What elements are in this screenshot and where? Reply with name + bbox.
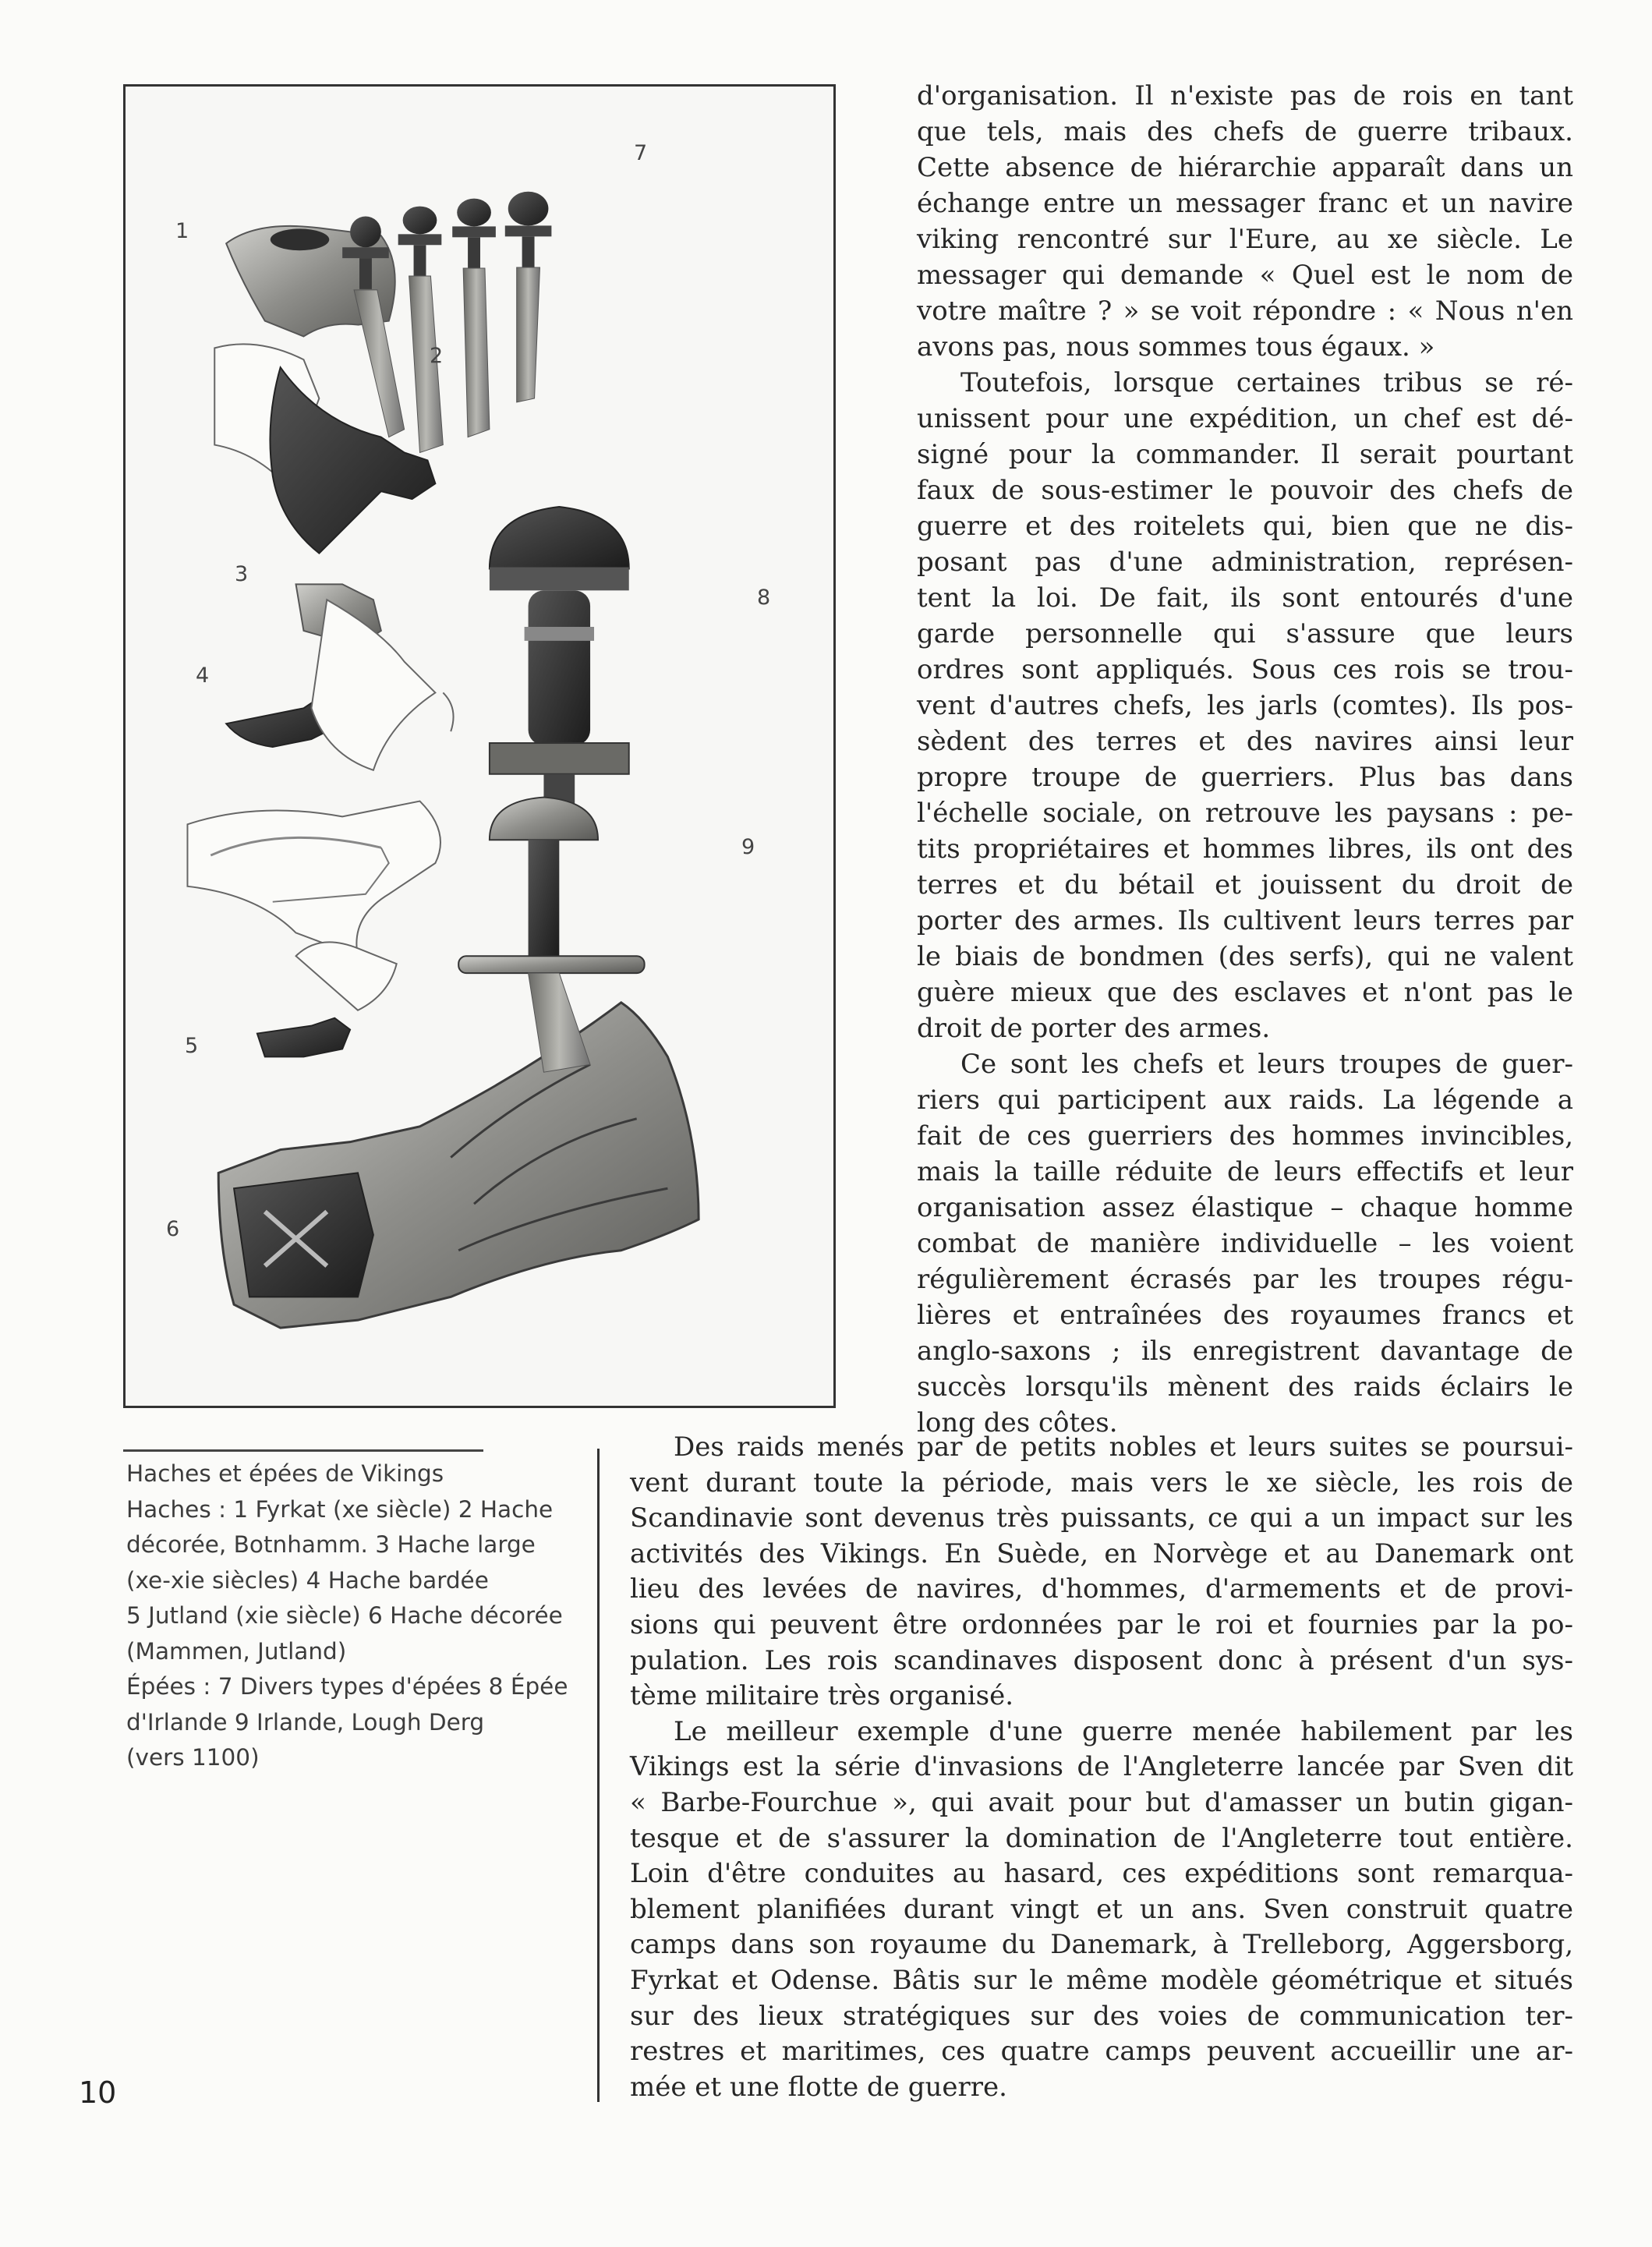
text-line: vent d'autres chefs, les jarls (comtes). Ils pos- [917,690,1573,721]
page-number: 10 [79,2075,117,2110]
text-line: Toutefois, lorsque certaines tribus se ré- [960,367,1573,398]
text-line: unissent pour une expédition, un chef est dé- [917,403,1573,434]
text-line: messager qui demande « Quel est le nom de [917,260,1573,291]
figure-label-7: 7 [634,141,648,165]
text-line: organisation assez élastique – chaque homme [917,1192,1573,1223]
text-line: vent durant toute la période, mais vers le xe siècle, les rois de [630,1467,1573,1499]
caption-line: (vers 1100) [126,1744,260,1771]
text-line: Fyrkat et Odense. Bâtis sur le même modèle géométrique et situés [630,1964,1573,1996]
caption-line: (Mammen, Jutland) [126,1637,347,1665]
caption-line: décorée, Botnhamm. 3 Hache large [126,1531,536,1558]
text-line: mée et une flotte de guerre. [630,2071,1007,2103]
figure-label-4: 4 [196,663,210,688]
text-line: faux de sous-estimer le pouvoir des chefs de [917,475,1573,506]
text-line: d'organisation. Il n'existe pas de rois en tant [917,80,1573,111]
axe-3 [270,367,435,646]
caption-rule [123,1449,483,1452]
text-line: Vikings est la série d'invasions de l'Angleterre lancée par Sven dit [630,1751,1573,1783]
text-line: « Barbe-Fourchue », qui avait pour but d'amasser un butin gigan- [630,1786,1573,1818]
text-line: tème militaire très organisé. [630,1680,1014,1712]
text-line: blement planifiées durant vingt et un ans. Sven construit quatre [630,1893,1573,1925]
column-divider [597,1449,600,2102]
text-line: sions qui peuvent être ordonnées par le roi et fournies par la po- [630,1608,1573,1640]
text-line: le biais de bondmen (des serfs), qui ne valent [917,941,1573,972]
caption-line: Haches et épées de Vikings [126,1460,444,1487]
text-line: sur des lieux stratégiques sur des voies de communication ter- [630,2000,1573,2032]
swords-7 [342,192,551,453]
text-line: lières et entraînées des royaumes francs et [917,1300,1573,1331]
text-line: tesque et de s'assurer la domination de l'Angleterre tout entière. [630,1822,1573,1854]
text-line: votre maître ? » se voit répondre : « Nous n'en [917,295,1573,327]
text-line: succès lorsqu'ils mènent des raids éclairs le [917,1371,1573,1403]
text-line: riers qui participent aux raids. La légende a [917,1085,1573,1116]
text-line: tent la loi. De fait, ils sont entourés d'une [917,582,1573,614]
text-line: l'échelle sociale, on retrouve les paysans : pe- [917,798,1573,829]
weapons-illustration [126,87,833,1406]
text-line: combat de manière individuelle – les voient [917,1228,1573,1259]
text-line: signé pour la commander. Il serait pourtant [917,439,1573,470]
text-line: restres et maritimes, ces quatre camps peuvent accueillir une ar- [630,2036,1573,2068]
axe-5 [187,801,440,1057]
text-line: Des raids menés par de petits nobles et leurs suites se poursui- [674,1431,1573,1463]
text-line: terres et du bétail et jouissent du droit de [917,869,1573,901]
caption-line: (xe-xie siècles) 4 Hache bardée [126,1566,489,1594]
text-line: viking rencontré sur l'Eure, au xe siècle. Le [917,224,1573,255]
text-line: sèdent des terres et des navires ainsi leur [917,726,1573,757]
text-line: Le meilleur exemple d'une guerre menée habilement par les [674,1715,1573,1747]
text-line: pulation. Les rois scandinaves disposent donc à présent d'un sys- [630,1644,1573,1676]
figure-label-1: 1 [175,219,189,243]
figure-label-3: 3 [235,562,249,586]
text-line: avons pas, nous sommes tous égaux. » [917,331,1435,363]
text-line: droit de porter des armes. [917,1013,1271,1044]
figure-label-2: 2 [430,344,444,368]
text-line: guère mieux que des esclaves et n'ont pas le [917,977,1573,1008]
figure-label-6: 6 [166,1217,180,1241]
caption-line: Haches : 1 Fyrkat (xe siècle) 2 Hache [126,1495,554,1523]
text-line: lieu des levées de navires, d'hommes, d'armements et de provi- [630,1573,1573,1605]
sword-8 [490,507,629,805]
text-line: Scandinavie sont devenus très puissants, ce qui a un impact sur les [630,1502,1573,1534]
figure-label-9: 9 [741,835,755,859]
caption-line: 5 Jutland (xie siècle) 6 Hache décorée [126,1602,563,1629]
text-line: ordres sont appliqués. Sous ces rois se trou- [917,654,1573,685]
text-line: posant pas d'une administration, représen- [917,547,1573,578]
text-line: activités des Vikings. En Suède, en Norvège et au Danemark ont [630,1538,1573,1569]
text-line: Loin d'être conduites au hasard, ces expéditions sont remarqua- [630,1858,1573,1890]
caption-line: d'Irlande 9 Irlande, Lough Derg [126,1708,485,1736]
text-line: porter des armes. Ils cultivent leurs terres par [917,905,1573,936]
text-line: régulièrement écrasés par les troupes régu- [917,1264,1573,1295]
weapons-figure [123,84,836,1408]
axe-4 [226,600,453,770]
figure-label-8: 8 [757,586,771,610]
text-column-lower [630,1430,1573,2105]
text-line: Ce sont les chefs et leurs troupes de guer- [960,1049,1573,1080]
text-line: échange entre un messager franc et un navire [917,188,1573,219]
text-line: anglo-saxons ; ils enregistrent davantage de [917,1336,1573,1367]
text-line: propre troupe de guerriers. Plus bas dans [917,762,1573,793]
text-line: long des côtes. [917,1407,1118,1438]
text-line: tits propriétaires et hommes libres, ils ont des [917,833,1573,865]
text-line: camps dans son royaume du Danemark, à Trelleborg, Aggersborg, [630,1929,1573,1961]
figure-caption [126,1456,568,1776]
text-line: fait de ces guerriers des hommes invincibles, [917,1120,1573,1152]
text-line: mais la taille réduite de leurs effectifs et leur [917,1156,1573,1187]
text-line: guerre et des roitelets qui, bien que ne dis- [917,511,1573,542]
caption-line: Épées : 7 Divers types d'épées 8 Épée [126,1673,568,1700]
text-line: Cette absence de hiérarchie apparaît dans un [917,152,1573,183]
text-column-upper [917,78,1573,1441]
text-line: que tels, mais des chefs de guerre tribaux. [917,116,1573,147]
text-line: garde personnelle qui s'assure que leurs [917,618,1573,649]
figure-label-5: 5 [185,1034,199,1058]
